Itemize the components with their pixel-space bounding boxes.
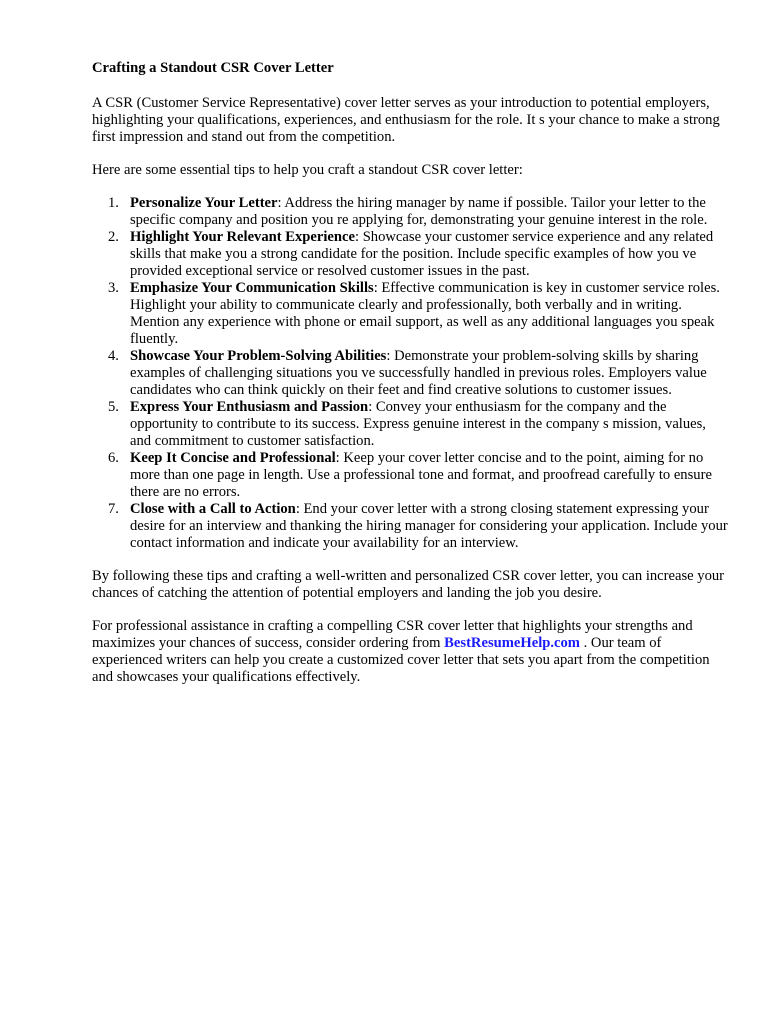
list-item-number: 2. xyxy=(108,229,119,245)
lead-in-paragraph: Here are some essential tips to help you craft a standout CSR cover letter: xyxy=(92,162,523,178)
conclusion-paragraph: By following these tips and crafting a well-written and personalized CSR cover letter, you can increase your chances of catching the attention of potential employers and landing the job you desire. xyxy=(92,568,725,601)
list-item xyxy=(92,501,728,552)
list-item-body: Convey your enthusiasm for the company and the opportunity to contribute to its success. Express genuine interest in the company s mission, values, and commitment to customer satisfaction. xyxy=(130,399,706,449)
list-item xyxy=(92,195,728,229)
list-item xyxy=(92,399,728,450)
best-resume-help-link[interactable]: BestResumeHelp.com xyxy=(444,635,580,651)
tips-list xyxy=(92,195,728,552)
list-item-separator: : xyxy=(277,195,285,211)
document-title: Crafting a Standout CSR Cover Letter xyxy=(92,60,334,76)
list-item-separator: : xyxy=(368,399,376,415)
list-item-separator: : xyxy=(295,501,304,517)
list-item-heading: Personalize Your Letter xyxy=(130,195,278,211)
list-item-heading: Emphasize Your Communication Skills xyxy=(130,280,374,296)
list-item-number: 4. xyxy=(108,348,119,364)
list-item-number: 7. xyxy=(108,501,119,517)
list-item-heading: Keep It Concise and Professional xyxy=(130,450,336,466)
list-item-separator: : xyxy=(335,450,344,466)
list-item xyxy=(92,450,728,501)
list-item-body: Showcase your customer service experience and any related skills that make you a strong candidate for the position. Include specific examples of how you ve provided exceptional service or resolved customer issues in the past. xyxy=(130,229,714,279)
list-item-heading: Highlight Your Relevant Experience xyxy=(130,229,355,245)
list-item-body: Demonstrate your problem-solving skills by sharing examples of challenging situations you ve successfully handled in previous roles. Employers value candidates who can think quickly on their feet and find creative solutions to customer issues. xyxy=(130,348,707,398)
closing-text-before-link: For professional assistance in crafting a compelling CSR cover letter that highlights your strengths and maximizes your chances of success, consider ordering from xyxy=(92,618,693,651)
list-item-heading: Showcase Your Problem-Solving Abilities xyxy=(130,348,387,364)
list-item-body: Effective communication is key in customer service roles. Highlight your ability to communicate clearly and professionally, both verbally and in writing. Mention any experience with phone or email support, as well as any additional languages you speak fluently. xyxy=(130,280,720,347)
closing-paragraph xyxy=(92,618,728,686)
list-item-heading: Close with a Call to Action xyxy=(130,501,296,517)
list-item-number: 1. xyxy=(108,195,119,211)
list-item xyxy=(92,280,728,348)
list-item-body: Address the hiring manager by name if possible. Tailor your letter to the specific company and position you re applying for, demonstrating your genuine interest in the role. xyxy=(130,195,708,228)
intro-paragraph: A CSR (Customer Service Representative) cover letter serves as your introduction to potential employers, highlighting your qualifications, experiences, and enthusiasm for the role. It s your chance to make a strong first impression and stand out from the competition. xyxy=(92,95,720,145)
list-item-heading: Express Your Enthusiasm and Passion xyxy=(130,399,369,415)
list-item-separator: : xyxy=(386,348,395,364)
list-item-number: 3. xyxy=(108,280,119,296)
list-item-separator: : xyxy=(354,229,363,245)
document-page xyxy=(92,60,728,702)
list-item-separator: : xyxy=(373,280,382,296)
list-item xyxy=(92,348,728,399)
list-item-body: End your cover letter with a strong closing statement expressing your desire for an interview and thanking the hiring manager for considering your application. Include your contact information and indicate your availability for an interview. xyxy=(130,501,728,551)
list-item xyxy=(92,229,728,280)
closing-text-after-link: . Our team of experienced writers can help you create a customized cover letter that sets you apart from the competition and showcases your qualifications effectively. xyxy=(92,635,710,685)
list-item-body: Keep your cover letter concise and to the point, aiming for no more than one page in length. Use a professional tone and format, and proofread carefully to ensure there are no errors. xyxy=(130,450,712,500)
list-item-number: 5. xyxy=(108,399,119,415)
list-item-number: 6. xyxy=(108,450,119,466)
